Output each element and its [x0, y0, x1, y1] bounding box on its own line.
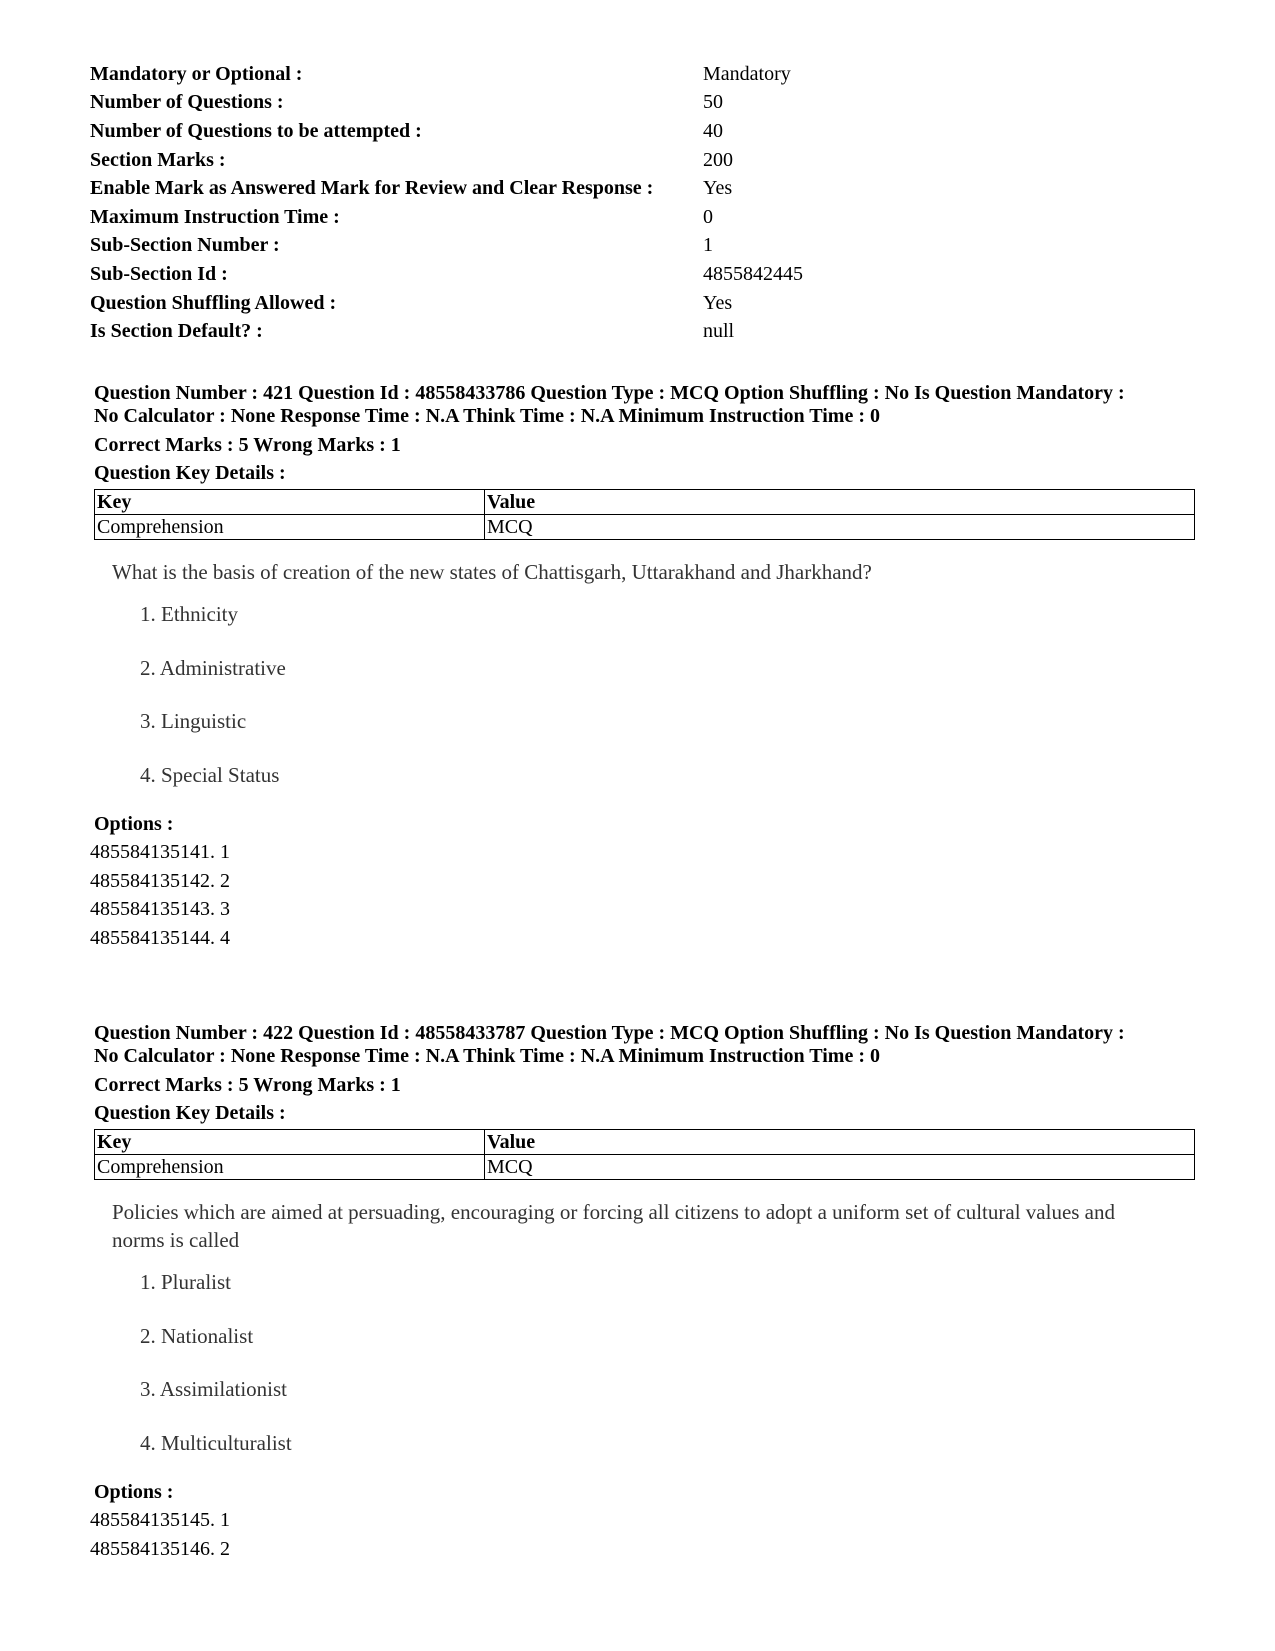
table-header-key: Key — [95, 490, 485, 515]
choice-item: 1. Ethnicity — [140, 602, 238, 626]
choice-item: 3. Assimilationist — [140, 1377, 288, 1401]
meta-label: Number of Questions to be attempted : — [90, 119, 422, 142]
choice-item: 3. Linguistic — [140, 709, 247, 733]
meta-label: Sub-Section Id : — [90, 262, 228, 285]
table-header-row — [95, 1130, 1195, 1155]
table-cell-value: MCQ — [485, 515, 1195, 540]
table-row — [95, 1155, 1195, 1180]
meta-row — [90, 117, 1190, 146]
choice-item: 1. Pluralist — [140, 1270, 232, 1294]
meta-row — [90, 203, 1190, 232]
option-row: 485584135145. 1 — [90, 1509, 230, 1531]
key-details-title: Question Key Details : — [94, 1102, 286, 1124]
choice-item: 4. Multiculturalist — [140, 1430, 292, 1455]
question-block — [90, 1022, 1194, 1563]
meta-row — [90, 89, 1190, 118]
section-meta — [90, 60, 1190, 346]
question-text: What is the basis of creation of the new states of Chattisgarh, Uttarakhand and Jharkhand? — [112, 560, 872, 584]
meta-value: 40 — [703, 119, 723, 142]
question-header-line: No Calculator : None Response Time : N.A Think Time : N.A Minimum Instruction Time : 0 — [94, 405, 880, 427]
table-cell-value: MCQ — [485, 1155, 1195, 1180]
meta-value: 50 — [703, 91, 723, 114]
meta-label: Enable Mark as Answered Mark for Review and Clear Response : — [90, 177, 654, 200]
meta-value: Yes — [703, 177, 733, 200]
question-header-line: Question Number : 422 Question Id : 48558433787 Question Type : MCQ Option Shuffling : No Is Question Mandatory : — [94, 1022, 1125, 1044]
option-row: 485584135143. 3 — [90, 898, 230, 920]
meta-row — [90, 146, 1190, 175]
option-row: 485584135144. 4 — [90, 926, 230, 949]
table-row — [95, 515, 1195, 540]
meta-row — [90, 60, 1190, 89]
meta-value: 0 — [703, 205, 713, 228]
table-header-key: Key — [95, 1130, 485, 1155]
option-row: 485584135146. 2 — [90, 1537, 230, 1560]
question-marks: Correct Marks : 5 Wrong Marks : 1 — [94, 434, 401, 456]
choice-item: 4. Special Status — [140, 762, 280, 787]
meta-label: Sub-Section Number : — [90, 234, 280, 257]
meta-value: 4855842445 — [703, 262, 803, 285]
meta-label: Is Section Default? : — [90, 320, 263, 343]
option-row: 485584135142. 2 — [90, 869, 230, 892]
meta-value: 1 — [703, 234, 713, 257]
key-details-title: Question Key Details : — [94, 462, 286, 484]
question-header-line: No Calculator : None Response Time : N.A Think Time : N.A Minimum Instruction Time : 0 — [94, 1045, 880, 1067]
question-choices — [140, 1268, 1194, 1482]
question-header-line: Question Number : 421 Question Id : 48558433786 Question Type : MCQ Option Shuffling : No Is Question Mandatory : — [94, 382, 1125, 404]
meta-label: Mandatory or Optional : — [90, 62, 303, 85]
table-cell-key: Comprehension — [95, 515, 485, 540]
meta-value: Yes — [703, 291, 733, 314]
question-header — [94, 1022, 1194, 1068]
meta-value: null — [703, 320, 735, 343]
meta-value: Mandatory — [703, 62, 791, 85]
choice-item: 2. Nationalist — [140, 1323, 254, 1348]
question-marks: Correct Marks : 5 Wrong Marks : 1 — [94, 1074, 401, 1096]
meta-label: Maximum Instruction Time : — [90, 205, 340, 228]
option-row: 485584135141. 1 — [90, 841, 230, 863]
meta-label: Question Shuffling Allowed : — [90, 291, 337, 314]
meta-row — [90, 174, 1190, 203]
meta-row — [90, 317, 1190, 346]
question-choices — [140, 600, 1194, 814]
meta-label: Section Marks : — [90, 148, 226, 171]
meta-label: Number of Questions : — [90, 91, 284, 114]
choice-item: 2. Administrative — [140, 655, 286, 680]
options-title: Options : — [94, 1481, 174, 1503]
table-header-value: Value — [485, 490, 1195, 515]
question-text: Policies which are aimed at persuading, encouraging or forcing all citizens to adopt a uniform set of cultural values and norms is called — [112, 1200, 1116, 1252]
key-details-table — [94, 489, 1195, 540]
meta-row — [90, 260, 1190, 289]
table-cell-key: Comprehension — [95, 1155, 485, 1180]
options-title: Options : — [94, 813, 174, 835]
meta-row — [90, 232, 1190, 261]
table-header-value: Value — [485, 1130, 1195, 1155]
meta-value: 200 — [703, 148, 733, 171]
question-header — [94, 382, 1194, 428]
question-block — [90, 382, 1194, 952]
meta-row — [90, 289, 1190, 318]
key-details-table — [94, 1129, 1195, 1180]
table-header-row — [95, 490, 1195, 515]
